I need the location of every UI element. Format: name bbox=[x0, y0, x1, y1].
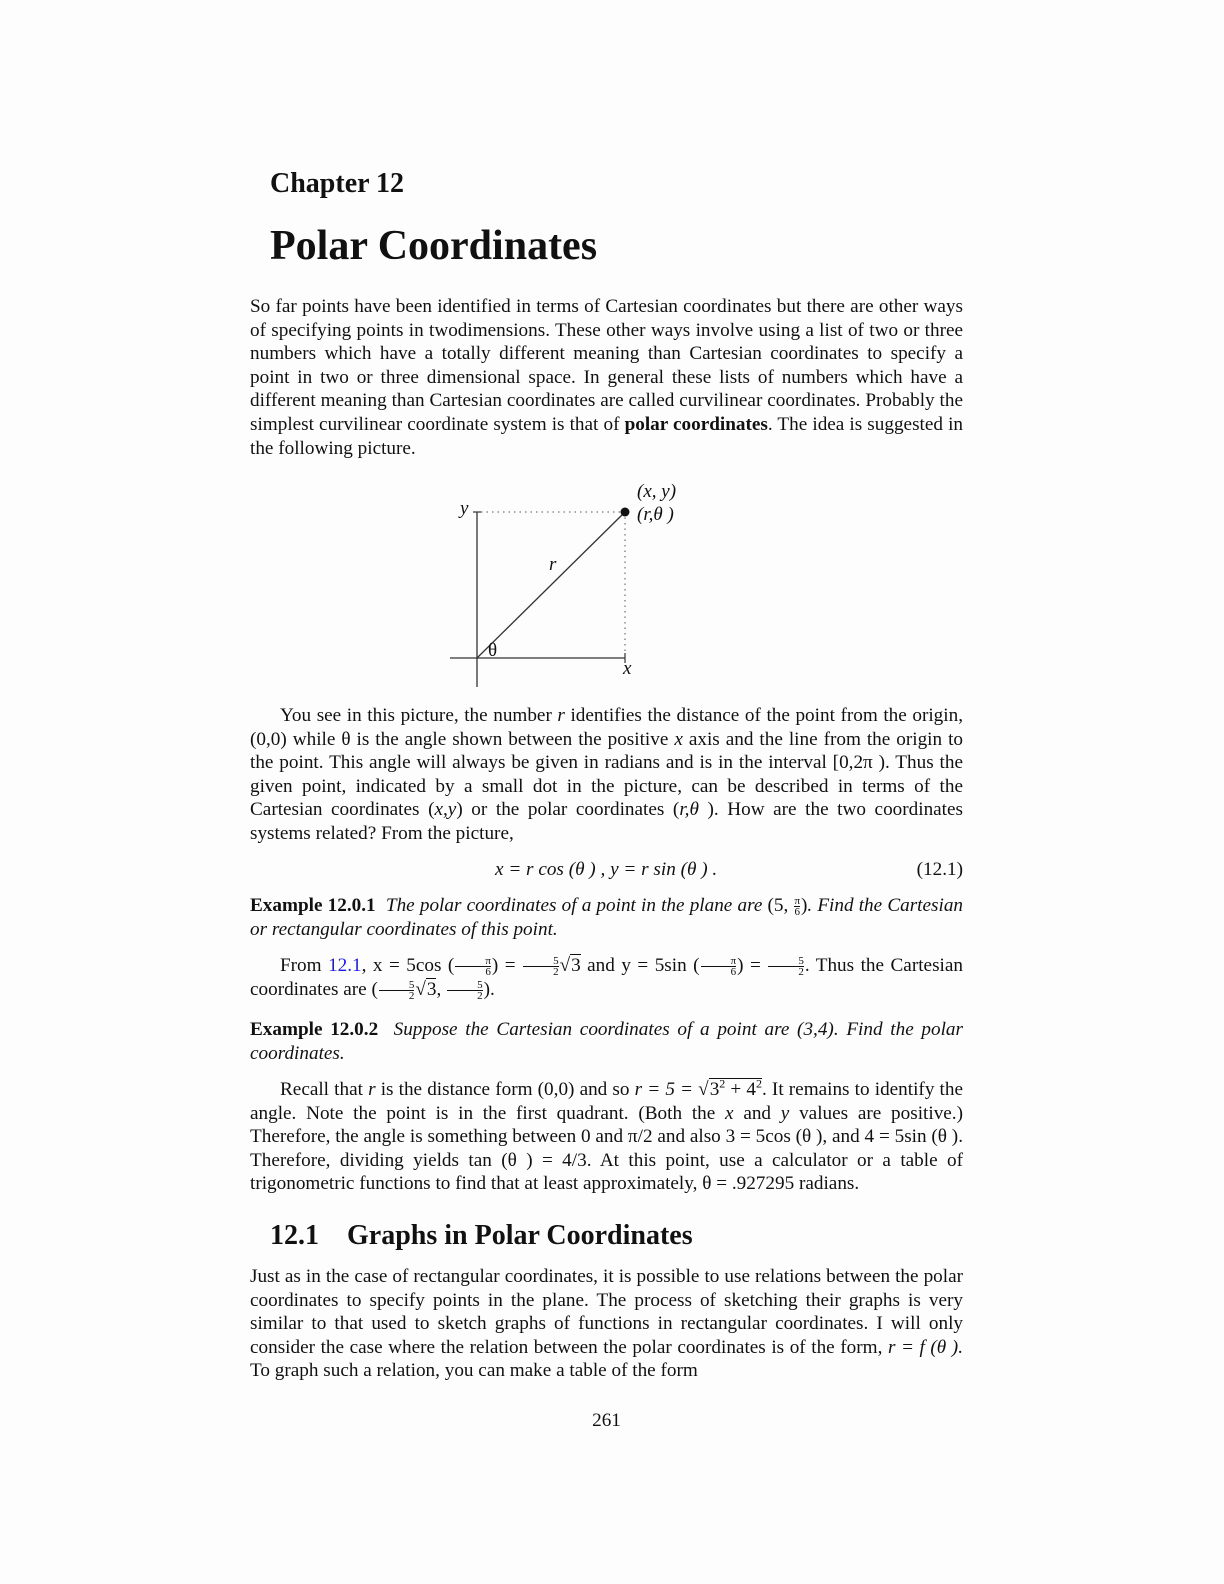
section-heading bbox=[270, 1220, 693, 1252]
text: ) = bbox=[737, 955, 768, 976]
point-dot bbox=[621, 508, 630, 517]
text: From bbox=[280, 955, 329, 976]
x-axis-label: x bbox=[623, 658, 632, 679]
example-12-0-1 bbox=[250, 894, 963, 941]
var-rtheta: r,θ bbox=[679, 799, 699, 821]
solution-12-0-2: Recall that r is the distance form (0,0) and so $r = 5 = √3^2 + 4^2$. It remains to identify the angle. Note the point is in the first quadrant. (Both the x and y values are positive.) Therefore, the angle is something between 0 and π/2 and also 3 = 5cos (θ ), and 4 = 5sin (θ ). Therefore, dividing yields tan (θ ) = 4/3. At this point, use a calculator or a table of trigonometric functions to find that at least approximately, θ = .927295 radians. bbox=[250, 1076, 963, 1195]
text: r = 5 = bbox=[634, 1079, 699, 1100]
formula: r = f (θ ). bbox=[887, 1336, 963, 1358]
denominator: 6 bbox=[701, 966, 737, 977]
y-axis-label: y bbox=[460, 498, 469, 519]
text: . It remains to identify the angle. Note the point is in the first quadrant. (Both the bbox=[250, 1079, 963, 1124]
intro-text: So far points have been identified in terms of Cartesian coordinates but there are other ways of specifying points in twodimensions. These other ways involve using a list of two or three numbers which have a totally different meaning than Cartesian coordinates to specify a point in two or three dimensional space. In general these lists of numbers which have a different meaning than Cartesian coordinates are called curvilinear coordinates. Probably the simplest curvilinear coordinate system is that of bbox=[250, 296, 963, 435]
var-xy: x,y bbox=[434, 799, 457, 821]
fraction bbox=[455, 956, 491, 977]
numerator: π bbox=[730, 955, 737, 968]
text: identifies the distance of the point from the origin, (0,0) while θ is the angle shown between the positive bbox=[250, 705, 964, 750]
text: You see in this picture, the number bbox=[280, 705, 558, 726]
text: ) = bbox=[491, 955, 523, 976]
section-paragraph bbox=[250, 1265, 963, 1383]
example-12-0-2 bbox=[250, 1018, 963, 1065]
text: ). bbox=[483, 978, 495, 1000]
fraction bbox=[523, 956, 559, 977]
text: . Thus the Cartesian coordinates are ( bbox=[250, 955, 963, 1000]
text: values are positive.) Therefore, the angle is something between 0 and π/2 and also 3 = 5cos (θ ), and 4 = 5sin (θ ). Therefore, dividing yields tan (θ ) = 4/3. At this point, use a calculator or a table of trigonometric functions to find that at least approximately, θ = .927295 radians. bbox=[250, 1102, 963, 1195]
denominator: 2 bbox=[447, 990, 483, 1001]
explanation-paragraph bbox=[250, 704, 963, 846]
text: is the distance form (0,0) and so bbox=[375, 1079, 635, 1100]
sqrt-expression: $3^2 + 4^2$ bbox=[709, 1076, 762, 1100]
numerator: π bbox=[485, 955, 491, 968]
text: and y = 5sin ( bbox=[580, 955, 700, 976]
fraction bbox=[768, 956, 804, 977]
numerator: 5 bbox=[408, 978, 415, 991]
section-number: 12.1 bbox=[270, 1220, 319, 1251]
text: Suppose the Cartesian coordinates of a point are (3,4). Find the polar coordinates. bbox=[250, 1019, 963, 1064]
text: 3 bbox=[709, 1079, 720, 1100]
example-label: Example 12.0.1 bbox=[250, 895, 376, 916]
var-r: r bbox=[557, 705, 565, 726]
chapter-title: Polar Coordinates bbox=[270, 223, 598, 269]
sqrt-arg: 3 bbox=[571, 955, 581, 976]
radius-label: r bbox=[549, 554, 557, 575]
fraction bbox=[379, 980, 415, 1001]
text: Recall that bbox=[280, 1079, 369, 1100]
text: 4 bbox=[746, 1079, 756, 1100]
var-r: r bbox=[368, 1079, 376, 1100]
equation-body: x = r cos (θ ) , y = r sin (θ ) . bbox=[495, 859, 718, 880]
numerator: π bbox=[794, 895, 800, 908]
chapter-label: Chapter 12 bbox=[270, 168, 405, 199]
denominator: 2 bbox=[379, 990, 415, 1001]
sqrt-arg: 3 bbox=[426, 978, 437, 1000]
bold-term: polar coordinates bbox=[624, 413, 768, 435]
text: , x = 5cos ( bbox=[361, 955, 455, 976]
fraction bbox=[794, 896, 800, 917]
numerator: 5 bbox=[798, 955, 804, 968]
text: and bbox=[733, 1102, 781, 1124]
example-label: Example 12.0.2 bbox=[250, 1019, 379, 1040]
radius-line bbox=[477, 512, 625, 658]
solution-12-0-1: From 12.1, x = 5cos ( $\frac{\pi}{6}$ ) = $\frac{5}{2}$ √3 and y = 5sin ( $\frac{\pi}{6}$ ) = $\frac{5}{2}$ . Thus the Cartesian coordinates are ( $\frac{5}{2}$ √3, $\frac{5}{2}$ ). bbox=[250, 955, 963, 1002]
page-number: 261 bbox=[592, 1410, 621, 1431]
denominator: 6 bbox=[455, 966, 491, 977]
equation-ref-link[interactable]: 12.1 bbox=[328, 955, 362, 976]
text: ). How are the two coordinates systems related? From the picture, bbox=[250, 799, 963, 844]
text: axis and the line from the origin to the point. This angle will always be given in radians and is in the interval [0,2π ). Thus the given point, indicated by a small dot in the picture, can be described in terms of the Cartesian coordinates ( bbox=[250, 728, 963, 821]
angle-label: θ bbox=[488, 640, 498, 661]
intro-text-end: . The idea is suggested in the following picture. bbox=[250, 413, 963, 459]
section-title: Graphs in Polar Coordinates bbox=[347, 1220, 693, 1251]
text: ) bbox=[801, 895, 808, 916]
text: , bbox=[436, 978, 447, 1000]
text: (5, bbox=[767, 895, 794, 916]
numerator: 5 bbox=[477, 978, 483, 991]
text: To graph such a relation, you can make a table of the form bbox=[250, 1360, 698, 1382]
point-label-polar: (r,θ ) bbox=[637, 504, 674, 525]
numerator: 5 bbox=[553, 955, 559, 968]
point-label-cartesian: (x, y) bbox=[637, 481, 677, 502]
denominator: 2 bbox=[523, 966, 559, 977]
text: + bbox=[725, 1079, 747, 1100]
var-x: x bbox=[674, 728, 683, 750]
var-x: x bbox=[725, 1102, 734, 1124]
text: Just as in the case of rectangular coordinates, it is possible to use relations between the polar coordinates to specify points in the plane. The process of sketching their graphs is very similar to that used to sketch graphs of functions in rectangular coordinates. I will only consider the case where the relation between the polar coordinates is of the form, bbox=[250, 1266, 963, 1358]
denominator: 2 bbox=[768, 966, 804, 977]
intro-paragraph bbox=[250, 295, 963, 460]
text: . Find the Cartesian or rectangular coordinates of this point. bbox=[250, 895, 964, 940]
fraction bbox=[701, 956, 737, 977]
var-y: y bbox=[780, 1102, 790, 1124]
fraction bbox=[447, 980, 483, 1001]
equation-number: (12.1) bbox=[916, 859, 963, 880]
polar-coordinates-figure bbox=[440, 472, 700, 697]
text: The polar coordinates of a point in the plane are bbox=[385, 895, 768, 916]
denominator: 6 bbox=[794, 906, 800, 919]
text: ) or the polar coordinates ( bbox=[456, 799, 680, 821]
